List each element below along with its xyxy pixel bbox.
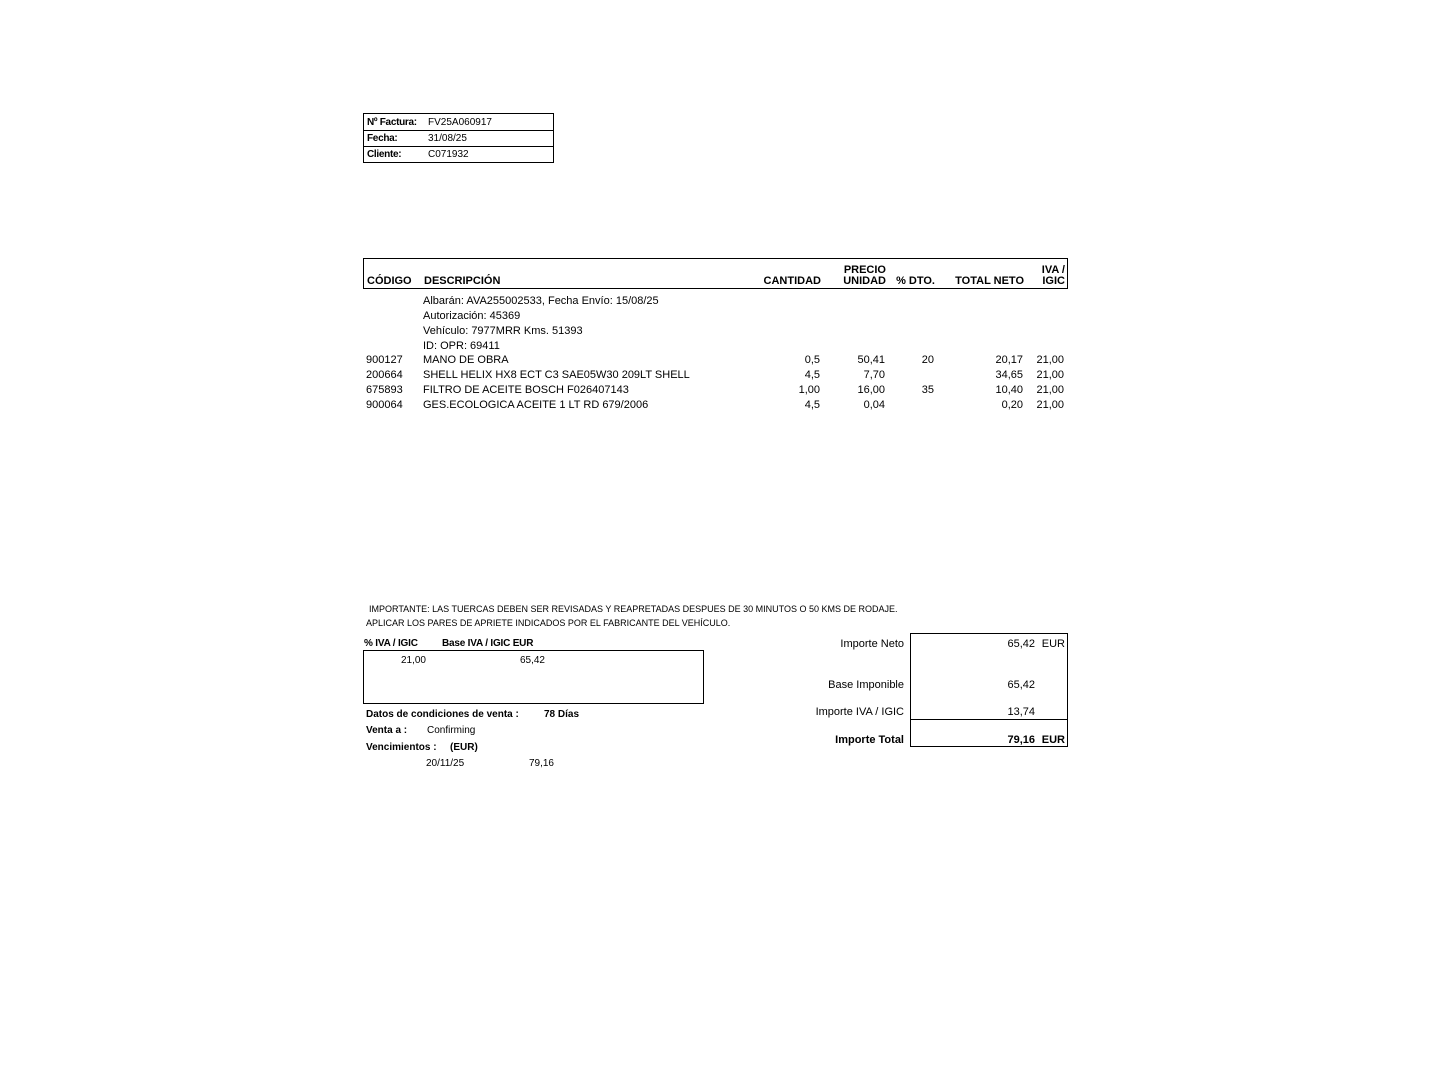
notice-line-2: APLICAR LOS PARES DE APRIETE INDICADOS POR EL FABRICANTE DEL VEHÍCULO. xyxy=(366,618,731,628)
conditions-label: Datos de condiciones de venta : xyxy=(366,709,519,720)
row-quantity: 1,00 xyxy=(798,384,820,396)
row-code: 900064 xyxy=(366,399,403,411)
row-discount: 35 xyxy=(921,384,934,396)
col-code: CÓDIGO xyxy=(367,275,412,287)
tax-rate-header: % IVA / IGIC xyxy=(364,638,418,649)
row-price: 0,04 xyxy=(863,399,885,411)
totals-divider xyxy=(911,719,1067,720)
taxable-base-value: 65,42 xyxy=(1007,679,1035,691)
col-price-line1: PRECIO xyxy=(843,264,886,276)
due-date: 20/11/25 xyxy=(426,758,465,769)
total-amount-label: Importe Total xyxy=(835,734,904,746)
tax-rate-value: 21,00 xyxy=(400,655,426,666)
tax-amount-label: Importe IVA / IGIC xyxy=(815,706,904,718)
invoice-number-value: FV25A060917 xyxy=(428,117,492,128)
client-label: Cliente: xyxy=(367,149,402,160)
row-quantity: 0,5 xyxy=(804,354,820,366)
row-tax: 21,00 xyxy=(1036,399,1064,411)
row-description: GES.ECOLOGICA ACEITE 1 LT RD 679/2006 xyxy=(423,399,649,411)
sale-label: Venta a : xyxy=(366,725,408,736)
col-description: DESCRIPCIÓN xyxy=(424,275,501,287)
tax-summary-box xyxy=(363,650,704,704)
tax-amount-value: 13,74 xyxy=(1007,706,1035,718)
row-quantity: 4,5 xyxy=(804,369,820,381)
notice-line-1: IMPORTANTE: LAS TUERCAS DEBEN SER REVISADAS Y REAPRETADAS DESPUES DE 30 MINUTOS O 50 KMS DE RODAJE. xyxy=(369,604,898,614)
note-authorization: Autorización: 45369 xyxy=(423,310,521,322)
row-description: SHELL HELIX HX8 ECT C3 SAE05W30 209LT SHELL xyxy=(423,369,690,381)
row-code: 675893 xyxy=(366,384,403,396)
due-label: Vencimientos : xyxy=(366,742,437,753)
col-tax-line1: IVA / xyxy=(1041,264,1065,276)
net-amount-value: 65,42 xyxy=(1007,638,1035,650)
row-price: 16,00 xyxy=(857,384,885,396)
note-vehicle: Vehículo: 7977MRR Kms. 51393 xyxy=(423,325,583,337)
row-tax: 21,00 xyxy=(1036,354,1064,366)
invoice-date-row xyxy=(364,130,553,147)
row-quantity: 4,5 xyxy=(804,399,820,411)
invoice-number-label: Nº Factura: xyxy=(367,117,417,128)
note-operation-id: ID: OPR: 69411 xyxy=(423,340,500,352)
row-price: 7,70 xyxy=(863,369,885,381)
sale-value: Confirming xyxy=(427,725,476,736)
row-discount: 20 xyxy=(921,354,934,366)
row-total: 10,40 xyxy=(995,384,1023,396)
row-total: 0,20 xyxy=(1001,399,1023,411)
row-code: 900127 xyxy=(366,354,403,366)
items-table-header xyxy=(363,258,1068,289)
net-amount-currency: EUR xyxy=(1041,638,1065,650)
row-tax: 21,00 xyxy=(1036,369,1064,381)
total-amount-value: 79,16 xyxy=(1007,734,1035,746)
row-tax: 21,00 xyxy=(1036,384,1064,396)
tax-base-header: Base IVA / IGIC EUR xyxy=(442,638,534,649)
due-amount: 79,16 xyxy=(528,758,554,769)
tax-base-value: 65,42 xyxy=(519,655,545,666)
col-total-net: TOTAL NETO xyxy=(955,275,1024,287)
row-description: FILTRO DE ACEITE BOSCH F026407143 xyxy=(423,384,629,396)
note-delivery: Albarán: AVA255002533, Fecha Envío: 15/08/25 xyxy=(423,295,659,307)
row-price: 50,41 xyxy=(857,354,885,366)
conditions-days: 78 Días xyxy=(544,709,580,720)
row-total: 34,65 xyxy=(995,369,1023,381)
total-amount-currency: EUR xyxy=(1041,734,1065,746)
client-value: C071932 xyxy=(428,149,469,160)
client-row xyxy=(364,146,553,162)
totals-box xyxy=(910,633,1068,747)
col-tax-line2: IGIC xyxy=(1042,275,1065,287)
col-quantity: CANTIDAD xyxy=(763,275,821,287)
row-code: 200664 xyxy=(366,369,403,381)
col-price-line2: UNIDAD xyxy=(843,275,886,287)
invoice-date-value: 31/08/25 xyxy=(428,133,467,144)
col-discount: % DTO. xyxy=(896,275,935,287)
row-total: 20,17 xyxy=(995,354,1023,366)
row-description: MANO DE OBRA xyxy=(423,354,509,366)
invoice-number-row xyxy=(364,114,553,131)
net-amount-label: Importe Neto xyxy=(840,638,904,650)
invoice-date-label: Fecha: xyxy=(367,133,398,144)
taxable-base-label: Base Imponible xyxy=(828,679,904,691)
invoice-info-box xyxy=(363,113,554,163)
due-currency: (EUR) xyxy=(450,742,478,753)
